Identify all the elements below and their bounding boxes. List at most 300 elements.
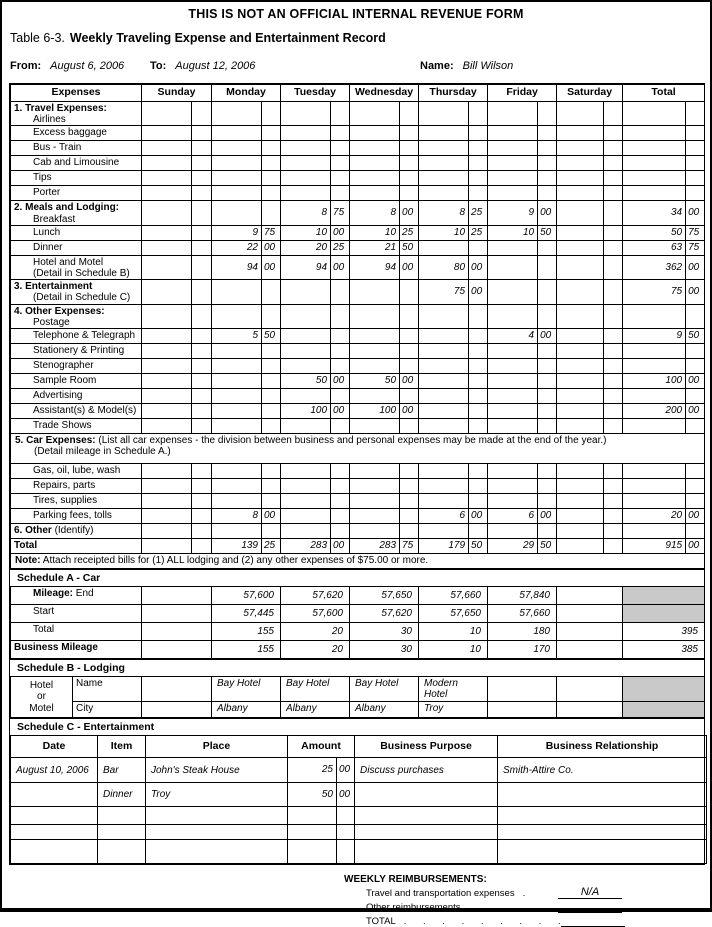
- amount-dollars-cell: [623, 156, 686, 171]
- column-header: Sunday: [142, 85, 212, 102]
- lodging-cell: [488, 676, 557, 701]
- amount-cents-cell: 00: [331, 538, 350, 553]
- amount-dollars-cell: 8: [350, 201, 400, 225]
- lodging-cell: [557, 676, 623, 701]
- expense-row: [11, 343, 705, 358]
- amount-dollars-cell: [281, 523, 331, 538]
- amount-dollars-cell: [557, 388, 604, 403]
- expense-label-cell: [11, 240, 142, 255]
- amount-dollars-cell: 362: [623, 255, 686, 279]
- row-label-line: [14, 420, 139, 431]
- amount-cents-cell: [469, 493, 488, 508]
- amount-dollars-cell: [212, 102, 262, 126]
- amount-cents-cell: 00: [337, 782, 355, 806]
- amount-cents-cell: [192, 418, 212, 433]
- amount-cents-cell: [538, 358, 557, 373]
- amount-cents-cell: [400, 156, 419, 171]
- amount-cents-cell: 75: [331, 201, 350, 225]
- amount-cents-cell: [604, 538, 623, 553]
- row-label-text: Telephone & Telegraph: [33, 329, 136, 341]
- row-label-text: Gas, oil, lube, wash: [33, 464, 121, 476]
- amount-dollars-cell: 75: [623, 280, 686, 304]
- amount-cents-cell: [469, 478, 488, 493]
- amount-cents-cell: [686, 343, 705, 358]
- row-label-line: [14, 227, 139, 238]
- amount-dollars-cell: [419, 304, 469, 328]
- amount-cents-cell: 50: [538, 538, 557, 553]
- row-label-line: [14, 540, 139, 551]
- amount-cents-cell: [538, 373, 557, 388]
- row-label-line: [14, 525, 139, 536]
- amount-cents-cell: [686, 523, 705, 538]
- amount-cents-cell: 00: [331, 373, 350, 388]
- amount-cents-cell: [331, 493, 350, 508]
- amount-cents-cell: [538, 388, 557, 403]
- amount-cents-cell: [469, 358, 488, 373]
- amount-cents-cell: [400, 463, 419, 478]
- amount-dollars-cell: [281, 418, 331, 433]
- row-label-text: Stationery & Printing: [33, 344, 125, 356]
- amount-dollars-cell: 50: [623, 225, 686, 240]
- amount-dollars-cell: [281, 186, 331, 201]
- amount-cents-cell: 25: [400, 225, 419, 240]
- expense-row: [11, 328, 705, 343]
- expense-label-cell: [11, 328, 142, 343]
- amount-dollars-cell: [212, 358, 262, 373]
- expense-form: [9, 83, 705, 865]
- item-cell: [98, 839, 146, 863]
- schedule-c-header-row: [11, 735, 707, 757]
- schedule-a-row: [11, 622, 705, 640]
- amount-cents-cell: [469, 304, 488, 328]
- amount-dollars-cell: [623, 102, 686, 126]
- schedule-b-title: Schedule B - Lodging: [10, 659, 704, 676]
- schedule-b-row: [11, 676, 705, 701]
- amount-cents-cell: [538, 186, 557, 201]
- amount-cents-cell: [192, 255, 212, 279]
- amount-cents-cell: [604, 102, 623, 126]
- amount-dollars-cell: 6: [488, 508, 538, 523]
- amount-cents-cell: [192, 225, 212, 240]
- expense-label-cell: [11, 358, 142, 373]
- reimbursement-line: [344, 915, 700, 927]
- amount-dollars-cell: [281, 328, 331, 343]
- amount-dollars-cell: [288, 824, 337, 839]
- amount-cents-cell: [538, 403, 557, 418]
- amount-cents-cell: [331, 478, 350, 493]
- amount-cents-cell: [192, 102, 212, 126]
- amount-cents-cell: 00: [262, 508, 281, 523]
- amount-dollars-cell: [281, 156, 331, 171]
- amount-dollars-cell: [350, 523, 400, 538]
- amount-cents-cell: 00: [337, 757, 355, 782]
- amount-dollars-cell: [142, 240, 192, 255]
- expense-row: [11, 171, 705, 186]
- amount-dollars-cell: 6: [419, 508, 469, 523]
- row-label-bold: Total: [14, 539, 38, 551]
- amount-cents-cell: [604, 126, 623, 141]
- amount-dollars-cell: [557, 358, 604, 373]
- amount-dollars-cell: [212, 523, 262, 538]
- entertainment-row: [11, 782, 707, 806]
- row-label-text: Attach receipted bills for (1) ALL lodging and (2) any other expenses of $75.00 or more.: [40, 554, 429, 566]
- reimbursement-line: [344, 887, 700, 899]
- date-cell: [11, 806, 98, 824]
- dot-leader: .: [522, 887, 526, 899]
- schedule-a-label-cell: [11, 604, 142, 622]
- amount-dollars-cell: [281, 343, 331, 358]
- amount-dollars-cell: 10: [281, 225, 331, 240]
- amount-cents-cell: [192, 523, 212, 538]
- amount-cents-cell: [469, 523, 488, 538]
- amount-cents-cell: [192, 343, 212, 358]
- amount-cents-cell: [469, 141, 488, 156]
- amount-cents-cell: 00: [686, 538, 705, 553]
- schedule-c-title: Schedule C - Entertainment: [10, 718, 704, 735]
- lodging-cell: [142, 701, 212, 717]
- schedule-c-column-header: Business Relationship: [498, 735, 707, 757]
- amount-dollars-cell: 34: [623, 201, 686, 225]
- amount-cents-cell: [262, 280, 281, 304]
- row-label-line: [14, 214, 139, 225]
- from-value: August 6, 2006: [50, 60, 125, 72]
- amount-cents-cell: [331, 418, 350, 433]
- amount-cents-cell: 00: [400, 201, 419, 225]
- amount-cents-cell: [331, 304, 350, 328]
- amount-dollars-cell: [488, 240, 538, 255]
- amount-cents-cell: [331, 280, 350, 304]
- amount-cents-cell: [192, 388, 212, 403]
- amount-cents-cell: [331, 343, 350, 358]
- amount-dollars-cell: [557, 523, 604, 538]
- amount-dollars-cell: [350, 186, 400, 201]
- mileage-cell: 20: [281, 622, 350, 640]
- column-header: Total: [623, 85, 705, 102]
- amount-cents-cell: [538, 343, 557, 358]
- amount-dollars-cell: 100: [350, 403, 400, 418]
- schedule-a-row: [11, 640, 705, 658]
- from-label: From:: [10, 60, 42, 72]
- amount-dollars-cell: [350, 328, 400, 343]
- amount-dollars-cell: [419, 493, 469, 508]
- row-label-line: [14, 495, 139, 506]
- amount-cents-cell: [192, 304, 212, 328]
- row-label-text: Assistant(s) & Model(s): [33, 404, 137, 416]
- expense-label-cell: [11, 304, 142, 328]
- amount-dollars-cell: 8: [281, 201, 331, 225]
- amount-cents-cell: [538, 255, 557, 279]
- amount-cents-cell: [262, 141, 281, 156]
- amount-dollars-cell: [142, 418, 192, 433]
- schedule-a-label-cell: [11, 586, 142, 604]
- amount-dollars-cell: [350, 418, 400, 433]
- amount-cents-cell: [262, 388, 281, 403]
- amount-cents-cell: [686, 141, 705, 156]
- amount-cents-cell: [262, 403, 281, 418]
- amount-cents-cell: 00: [400, 255, 419, 279]
- row-label-bold: 1. Travel Expenses:: [14, 103, 107, 114]
- expense-row: [11, 358, 705, 373]
- amount-cents-cell: 50: [686, 328, 705, 343]
- row-label-line: [14, 360, 139, 371]
- amount-cents-cell: [192, 171, 212, 186]
- amount-cents-cell: [192, 156, 212, 171]
- amount-dollars-cell: [142, 156, 192, 171]
- expense-label-cell: [11, 156, 142, 171]
- amount-cents-cell: [469, 186, 488, 201]
- amount-cents-cell: [331, 102, 350, 126]
- row-label-bold: 3. Entertainment: [14, 281, 93, 293]
- amount-dollars-cell: [557, 373, 604, 388]
- expense-row: [11, 463, 705, 478]
- amount-dollars-cell: [142, 523, 192, 538]
- hotel-or-motel-line: or: [37, 691, 46, 703]
- amount-dollars-cell: [350, 343, 400, 358]
- weekly-reimbursements: [344, 874, 700, 927]
- row-label-text: Tires, supplies: [33, 494, 98, 506]
- amount-cents-cell: [192, 141, 212, 156]
- amount-cents-cell: [400, 343, 419, 358]
- amount-dollars-cell: [488, 493, 538, 508]
- expense-row: [11, 538, 705, 553]
- amount-dollars-cell: [281, 388, 331, 403]
- amount-cents-cell: [469, 171, 488, 186]
- amount-cents-cell: 00: [538, 508, 557, 523]
- amount-dollars-cell: [419, 141, 469, 156]
- schedule-c-column-header: Place: [146, 735, 288, 757]
- expense-label-cell: [11, 388, 142, 403]
- lodging-cell: [557, 701, 623, 717]
- amount-cents-cell: [262, 493, 281, 508]
- amount-cents-cell: [604, 343, 623, 358]
- amount-dollars-cell: [557, 186, 604, 201]
- row-label-bold: 2. Meals and Lodging:: [14, 202, 120, 214]
- amount-cents-cell: [262, 523, 281, 538]
- amount-dollars-cell: [557, 343, 604, 358]
- mileage-cell: 57,660: [419, 586, 488, 604]
- amount-cents-cell: [469, 463, 488, 478]
- amount-dollars-cell: [557, 403, 604, 418]
- amount-cents-cell: 75: [262, 225, 281, 240]
- amount-dollars-cell: [557, 328, 604, 343]
- amount-cents-cell: [604, 156, 623, 171]
- amount-dollars-cell: [142, 493, 192, 508]
- amount-cents-cell: [604, 358, 623, 373]
- amount-cents-cell: [604, 186, 623, 201]
- row-label-text: Start: [33, 605, 55, 617]
- mileage-cell: 57,840: [488, 586, 557, 604]
- mileage-cell: 170: [488, 640, 557, 658]
- row-label-bold: Mileage:: [33, 587, 74, 599]
- amount-dollars-cell: [288, 806, 337, 824]
- business-purpose-cell: [355, 824, 498, 839]
- amount-dollars-cell: 200: [623, 403, 686, 418]
- dot-leader: . . . .: [468, 901, 529, 913]
- amount-cents-cell: [192, 463, 212, 478]
- amount-dollars-cell: [281, 102, 331, 126]
- amount-cents-cell: [604, 328, 623, 343]
- lodging-cell: Bay Hotel: [281, 676, 350, 701]
- amount-dollars-cell: [142, 225, 192, 240]
- amount-cents-cell: [192, 403, 212, 418]
- amount-cents-cell: 00: [262, 240, 281, 255]
- amount-cents-cell: [400, 523, 419, 538]
- mileage-total-cell: 385: [623, 640, 705, 658]
- expense-label-cell: [11, 201, 142, 225]
- amount-dollars-cell: [350, 280, 400, 304]
- place-cell: Troy: [146, 782, 288, 806]
- amount-cents-cell: [192, 358, 212, 373]
- amount-dollars-cell: [281, 126, 331, 141]
- amount-cents-cell: 25: [469, 201, 488, 225]
- amount-dollars-cell: [350, 126, 400, 141]
- amount-cents-cell: [604, 403, 623, 418]
- expense-table: [10, 84, 705, 569]
- reimbursement-label: Other reimbursements: [366, 901, 461, 913]
- amount-dollars-cell: [488, 418, 538, 433]
- mileage-cell: 10: [419, 622, 488, 640]
- mileage-cell: [142, 604, 212, 622]
- business-relationship-cell: Smith-Attire Co.: [498, 757, 707, 782]
- amount-dollars-cell: [281, 280, 331, 304]
- amount-cents-cell: [400, 304, 419, 328]
- amount-cents-cell: [331, 126, 350, 141]
- amount-cents-cell: 00: [538, 201, 557, 225]
- amount-dollars-cell: 5: [212, 328, 262, 343]
- mileage-cell: 155: [212, 640, 281, 658]
- amount-dollars-cell: [623, 358, 686, 373]
- amount-dollars-cell: [557, 102, 604, 126]
- amount-dollars-cell: [488, 156, 538, 171]
- amount-cents-cell: [337, 806, 355, 824]
- amount-cents-cell: 50: [469, 538, 488, 553]
- expense-table-header: [11, 85, 705, 102]
- amount-dollars-cell: 80: [419, 255, 469, 279]
- mileage-cell: 57,620: [281, 586, 350, 604]
- row-label-text: (Identify): [51, 524, 94, 536]
- amount-cents-cell: [400, 141, 419, 156]
- amount-dollars-cell: [350, 463, 400, 478]
- amount-dollars-cell: [142, 255, 192, 279]
- amount-dollars-cell: 50: [281, 373, 331, 388]
- amount-cents-cell: 50: [262, 328, 281, 343]
- row-label-line: [15, 446, 700, 457]
- amount-dollars-cell: 20: [623, 508, 686, 523]
- amount-dollars-cell: 29: [488, 538, 538, 553]
- business-relationship-cell: [498, 839, 707, 863]
- amount-cents-cell: [400, 418, 419, 433]
- row-label-line: [14, 292, 139, 303]
- amount-cents-cell: [469, 126, 488, 141]
- row-label-text: Parking fees, tolls: [33, 509, 112, 521]
- amount-cents-cell: [331, 156, 350, 171]
- expense-label-cell: [11, 373, 142, 388]
- amount-dollars-cell: [419, 403, 469, 418]
- schedule-a-body: [11, 586, 705, 658]
- amount-cents-cell: [538, 280, 557, 304]
- row-label-line: [14, 157, 139, 168]
- amount-dollars-cell: 100: [623, 373, 686, 388]
- schedule-a-table: [10, 586, 705, 659]
- expense-row: [11, 280, 705, 304]
- amount-dollars-cell: [488, 102, 538, 126]
- amount-dollars-cell: [350, 388, 400, 403]
- amount-cents-cell: [604, 225, 623, 240]
- amount-cents-cell: [538, 493, 557, 508]
- amount-dollars-cell: [212, 388, 262, 403]
- amount-dollars-cell: [142, 102, 192, 126]
- amount-dollars-cell: [281, 358, 331, 373]
- amount-dollars-cell: [281, 478, 331, 493]
- amount-dollars-cell: 20: [281, 240, 331, 255]
- amount-cents-cell: [604, 373, 623, 388]
- amount-cents-cell: [400, 328, 419, 343]
- expense-row: [11, 418, 705, 433]
- business-purpose-cell: [355, 839, 498, 863]
- expense-row: [11, 388, 705, 403]
- item-cell: Dinner: [98, 782, 146, 806]
- amount-dollars-cell: [142, 328, 192, 343]
- reimbursement-label: TOTAL: [366, 915, 396, 927]
- amount-cents-cell: 00: [262, 255, 281, 279]
- amount-cents-cell: [604, 141, 623, 156]
- amount-cents-cell: [192, 538, 212, 553]
- amount-cents-cell: [192, 201, 212, 225]
- mileage-cell: [557, 604, 623, 622]
- amount-cents-cell: [686, 126, 705, 141]
- mileage-cell: 10: [419, 640, 488, 658]
- amount-dollars-cell: [488, 304, 538, 328]
- amount-dollars-cell: 50: [350, 373, 400, 388]
- row-label-line: [14, 172, 139, 183]
- amount-cents-cell: [604, 304, 623, 328]
- row-label-line: [14, 465, 139, 476]
- expense-row: [11, 373, 705, 388]
- row-label-text: Breakfast: [33, 213, 76, 225]
- amount-dollars-cell: [142, 403, 192, 418]
- amount-dollars-cell: [281, 493, 331, 508]
- amount-dollars-cell: [488, 126, 538, 141]
- amount-dollars-cell: [212, 493, 262, 508]
- reimbursement-amount-line: [558, 912, 622, 913]
- amount-cents-cell: [469, 240, 488, 255]
- mileage-cell: [142, 640, 212, 658]
- schedule-c-column-header: Item: [98, 735, 146, 757]
- amount-dollars-cell: [281, 463, 331, 478]
- amount-dollars-cell: 9: [488, 201, 538, 225]
- row-label-text: Tips: [33, 172, 52, 184]
- from-field: [10, 60, 124, 72]
- expense-row: [11, 508, 705, 523]
- expense-label-cell: [11, 225, 142, 240]
- date-cell: [11, 782, 98, 806]
- amount-cents-cell: [469, 343, 488, 358]
- amount-cents-cell: [192, 240, 212, 255]
- amount-dollars-cell: [288, 839, 337, 863]
- amount-dollars-cell: [212, 126, 262, 141]
- expense-label-cell: [11, 523, 142, 538]
- amount-dollars-cell: 10: [350, 225, 400, 240]
- amount-dollars-cell: [350, 358, 400, 373]
- amount-dollars-cell: [419, 240, 469, 255]
- expense-row: [11, 478, 705, 493]
- amount-dollars-cell: [488, 388, 538, 403]
- amount-dollars-cell: [557, 304, 604, 328]
- place-cell: [146, 839, 288, 863]
- amount-dollars-cell: [557, 280, 604, 304]
- amount-dollars-cell: [212, 403, 262, 418]
- amount-dollars-cell: [557, 493, 604, 508]
